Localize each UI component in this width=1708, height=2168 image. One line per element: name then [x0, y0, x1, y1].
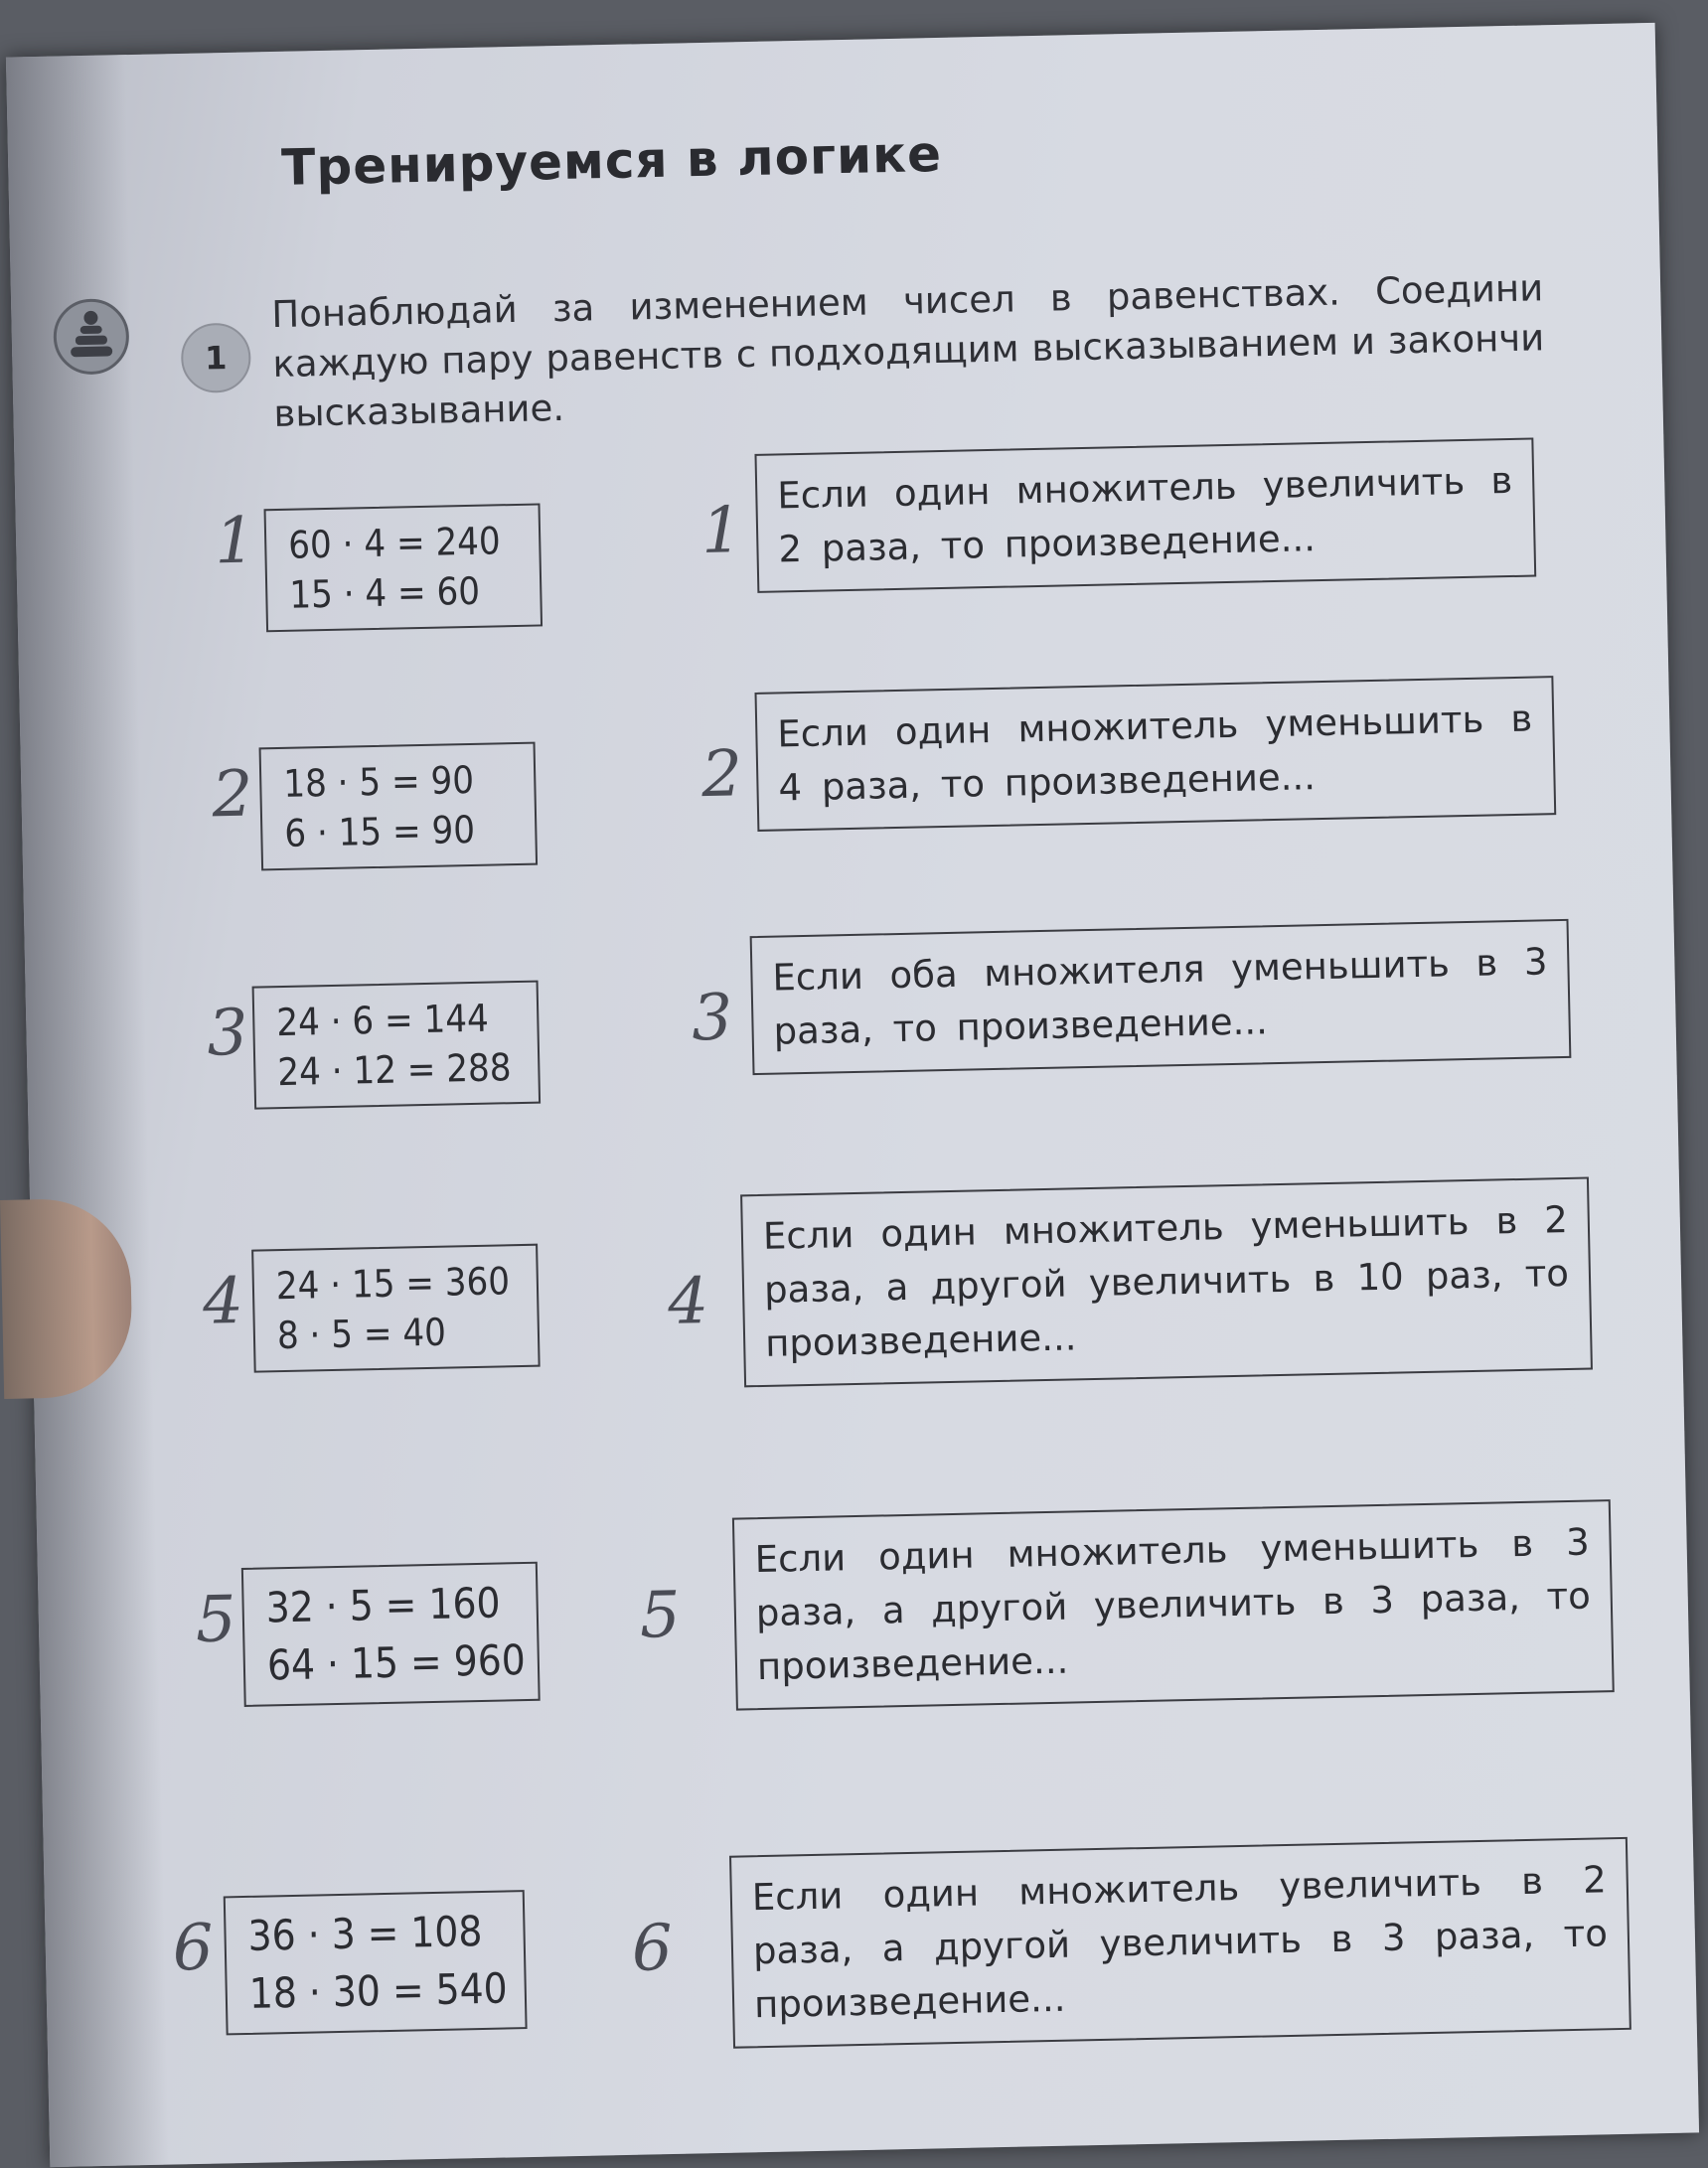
handwritten-mark-left-2: 2 [211, 757, 254, 833]
handwritten-mark-left-6: 6 [172, 1911, 215, 1986]
equation: 60 · 4 = 240 [287, 519, 502, 567]
equation-pair-5[interactable] [241, 1562, 541, 1707]
equation: 36 · 3 = 108 [247, 1906, 483, 1960]
handwritten-mark-right-5: 5 [639, 1578, 682, 1653]
handwritten-mark-left-3: 3 [206, 996, 249, 1071]
task-number-badge: 1 [181, 323, 251, 393]
equation: 24 · 15 = 360 [275, 1259, 511, 1309]
page-title: Тренируемся в логике [280, 124, 943, 197]
equation: 18 · 30 = 540 [248, 1963, 509, 2018]
handwritten-mark-left-5: 5 [195, 1583, 237, 1657]
equation-pair-2[interactable] [259, 742, 539, 871]
handwritten-mark-right-3: 3 [691, 981, 733, 1056]
equation: 24 · 6 = 144 [275, 996, 490, 1045]
equation-pair-3[interactable] [252, 981, 542, 1110]
handwritten-mark-right-6: 6 [631, 1911, 674, 1986]
handwritten-mark-right-1: 1 [700, 494, 743, 569]
equation-pair-1[interactable] [264, 503, 543, 632]
handwritten-mark-right-4: 4 [667, 1265, 709, 1339]
statement-box-5[interactable]: Если один множитель уменьшить в 3 раза, а другой увеличить в 3 раза, то произведение... [732, 1499, 1615, 1710]
statement-box-3[interactable]: Если оба множителя уменьшить в 3 раза, то произведение... [750, 919, 1572, 1075]
equation: 8 · 5 = 40 [276, 1310, 447, 1358]
equation: 32 · 5 = 160 [265, 1578, 502, 1632]
workbook-page [6, 23, 1699, 2167]
equation: 64 · 15 = 960 [266, 1635, 527, 1690]
equation-pair-6[interactable] [224, 1890, 528, 2035]
equation: 18 · 5 = 90 [282, 757, 475, 806]
equation: 6 · 15 = 90 [283, 807, 476, 855]
statement-box-1[interactable]: Если один множитель увеличить в 2 раза, то произведение... [754, 438, 1536, 593]
handwritten-mark-left-1: 1 [214, 504, 256, 579]
equation: 15 · 4 = 60 [288, 568, 481, 617]
equation: 24 · 12 = 288 [276, 1045, 512, 1095]
statement-box-2[interactable]: Если один множитель уменьшить в 4 раза, то произведение... [754, 676, 1556, 832]
task-instruction: Понаблюдай за изменением чисел в равенствах. Соедини каждую пару равенств с подходящим высказыванием и закончи высказывание. [270, 266, 1545, 436]
handwritten-mark-left-4: 4 [202, 1264, 244, 1339]
handwritten-mark-right-2: 2 [700, 737, 743, 813]
statement-box-6[interactable]: Если один множитель увеличить в 2 раза, а другой увеличить в 3 раза, то произведение... [729, 1837, 1631, 2049]
pyramid-logo-icon [53, 298, 130, 376]
statement-box-4[interactable]: Если один множитель уменьшить в 2 раза, а другой увеличить в 10 раз, то произведение... [740, 1177, 1593, 1388]
equation-pair-4[interactable] [251, 1244, 541, 1373]
